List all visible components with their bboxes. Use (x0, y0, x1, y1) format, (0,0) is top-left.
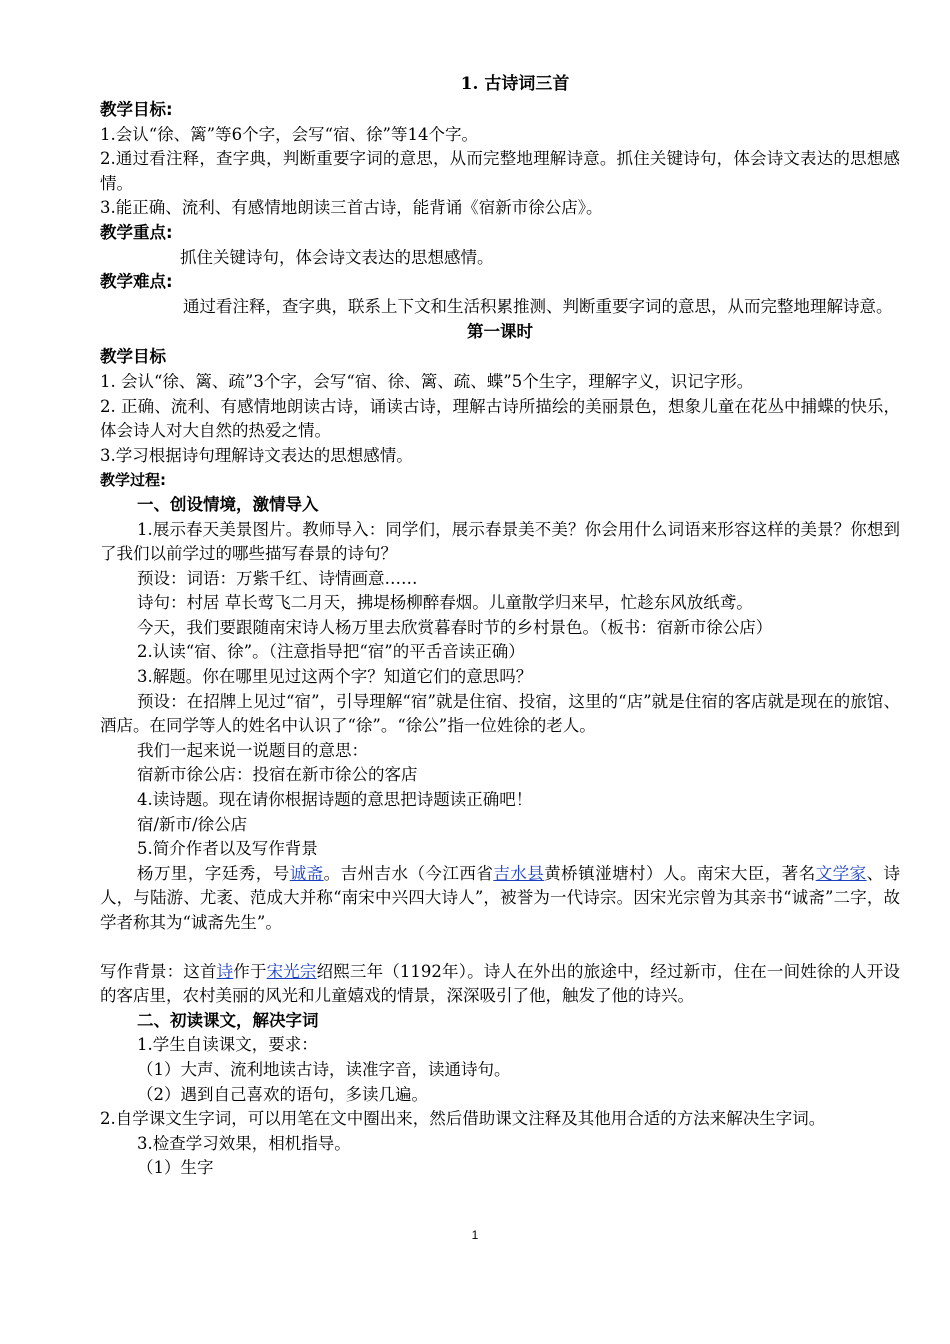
section-heading: 一、创设情境，激情导入 (137, 494, 319, 514)
bio-text: 杨万里，字廷秀，号 (137, 863, 290, 883)
paragraph: 3.检查学习效果，相机指导。 (137, 1133, 351, 1153)
paragraph: （2）遇到自己喜欢的语句，多读几遍。 (137, 1084, 428, 1104)
key-points-text: 抓住关键诗句，体会诗文表达的思想感情。 (180, 247, 494, 267)
link-poem[interactable]: 诗 (216, 961, 234, 981)
link-chengzhai[interactable]: 诚斋 (289, 863, 324, 883)
goal-item: 1.会认“徐、篱”等6个字，会写“宿、徐”等14个字。 (100, 124, 478, 144)
paragraph: 1.展示春天美景图片。教师导入：同学们，展示春景美不美？你会用什么词语来形容这样的美景？你想到了我们以前学过的哪些描写春景的诗句？ (100, 519, 900, 564)
paragraph: 3.解题。你在哪里见过这两个字？知道它们的意思吗？ (137, 667, 533, 687)
paragraph: 诗句：村居 草长莺飞二月天，拂堤杨柳醉春烟。儿童散学归来早，忙趁东风放纸鸢。 (137, 593, 753, 613)
bg-text: 绍熙三年（1192年）。诗人在外出的旅途中，经过新市，住在一间姓徐的人开设的客店里，农村美丽的风光和儿童嬉戏的情景，深深吸引了他，触发了他的诗兴。 (100, 961, 901, 1006)
paragraph: 预设：在招牌上见过“宿”，引导理解“宿”就是住宿、投宿，这里的“店”就是住宿的客店就是现在的旅馆、酒店。在同学等人的姓名中认识了“徐”。“徐公”指一位姓徐的老人。 (100, 691, 900, 736)
bio-text: 、诗人，与陆游、尤袤、范成大并称“南宋中兴四大诗人”，被誉为一代诗宗。因宋光宗曾为其亲书“诚斋”二字，故学者称其为“诚斋先生”。 (100, 863, 901, 932)
paragraph: 2.自学课文生字词，可以用笔在文中圈出来，然后借助课文注释及其他用合适的方法来解决生字词。 (100, 1109, 826, 1129)
link-jishui-county[interactable]: 吉水县 (493, 863, 545, 883)
paragraph: （1）生字 (137, 1158, 214, 1178)
lesson-goal-item: 3.学习根据诗句理解诗文表达的思想感情。 (100, 445, 413, 465)
document-page (100, 70, 900, 1181)
paragraph: 我们一起来说一说题目的意思： (137, 740, 368, 760)
paragraph: 宿新市徐公店：投宿在新市徐公的客店 (137, 765, 418, 785)
page-number: 1 (471, 1228, 479, 1242)
link-writer[interactable]: 文学家 (815, 863, 867, 883)
lesson-goal-item: 2. 正确、流利、有感情地朗读古诗，诵读古诗，理解古诗所描绘的美丽景色，想象儿童在花丛中捕蝶的快乐，体会诗人对大自然的热爱之情。 (100, 396, 900, 441)
writing-background (100, 960, 900, 1009)
bio-text: 。吉州吉水（今江西省 (323, 863, 494, 883)
paragraph: 今天，我们要跟随南宋诗人杨万里去欣赏暮春时节的乡村景色。（板书：宿新市徐公店） (137, 617, 773, 637)
paragraph: 2.认读“宿、徐”。（注意指导把“宿”的平舌音读正确） (137, 642, 525, 662)
paragraph: 1.学生自读课文，要求： (137, 1035, 318, 1055)
lesson-goal-item: 1. 会认“徐、篱、疏”3个字，会写“宿、徐、篱、疏、蝶”5个生字，理解字义，识记字形。 (100, 371, 754, 391)
paragraph: 5.简介作者以及写作背景 (137, 839, 318, 859)
lesson-goals-heading: 教学目标 (100, 347, 166, 367)
section-heading: 二、初读课文，解决字词 (137, 1010, 319, 1030)
blank-line (100, 936, 900, 960)
paragraph: 预设：词语：万紫千红、诗情画意…… (137, 568, 418, 588)
page-title: 1. 古诗词三首 (460, 74, 570, 94)
link-emperor-guangzong[interactable]: 宋光宗 (266, 961, 317, 981)
paragraph: 宿/新市/徐公店 (137, 814, 248, 834)
goal-item: 2.通过看注释，查字典，判断重要字词的意思，从而完整地理解诗意。抓住关键诗句，体会诗文表达的思想感情。 (100, 149, 900, 193)
paragraph: 4.读诗题。现在请你根据诗题的意思把诗题读正确吧！ (137, 790, 533, 810)
difficulties-text: 通过看注释，查字典，联系上下文和生活积累推测、判断重要字词的意思，从而完整地理解诗意。 (183, 296, 893, 316)
bg-text: 写作背景：这首 (100, 961, 217, 981)
bg-text: 作于 (233, 961, 267, 981)
difficulties-heading: 教学难点: (100, 272, 173, 292)
lesson-title: 第一课时 (467, 322, 533, 342)
key-points-heading: 教学重点: (100, 222, 173, 242)
author-bio (100, 862, 900, 936)
process-heading: 教学过程: (100, 471, 166, 490)
goals-heading: 教学目标: (100, 100, 173, 119)
goal-item: 3.能正确、流利、有感情地朗读三首古诗，能背诵《宿新市徐公店》。 (100, 198, 603, 218)
bio-text: 黄桥镇湴塘村）人。南宋大臣，著名 (544, 863, 816, 883)
paragraph: （1）大声、流利地读古诗，读准字音，读通诗句。 (137, 1059, 511, 1079)
